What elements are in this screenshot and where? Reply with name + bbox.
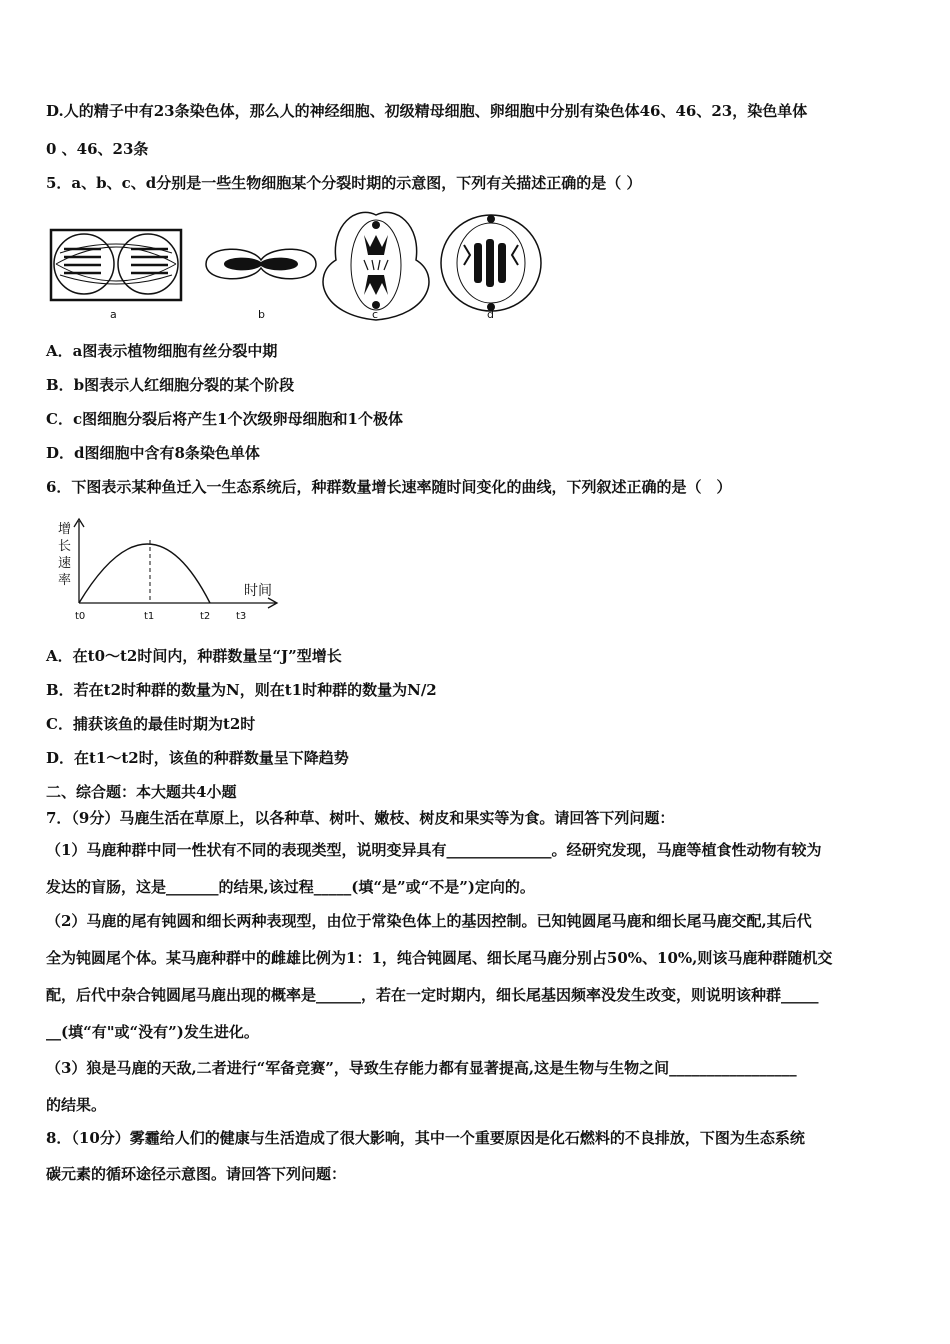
label-b: b xyxy=(258,308,265,321)
question-5-option-a: A．a图表示植物细胞有丝分裂中期 xyxy=(46,342,278,360)
cell-a-diagram xyxy=(51,230,181,300)
cell-b-diagram xyxy=(206,249,316,279)
question-6-option-b: B．若在t2时种群的数量为N，则在t1时种群的数量为N/2 xyxy=(46,681,437,699)
label-d: d xyxy=(487,308,494,321)
question-6-stem: 6．下图表示某种鱼迁入一生态系统后，种群数量增长速率随时间变化的曲线，下列叙述正确的是（ ） xyxy=(46,478,732,496)
label-c: c xyxy=(372,308,379,321)
question-5-option-c: C．c图细胞分裂后将产生1个次级卵母细胞和1个极体 xyxy=(46,410,403,428)
question-5-option-b: B．b图表示人红细胞分裂的某个阶段 xyxy=(46,376,295,394)
option-d-prev-cont: 0 、46、23条 xyxy=(46,140,149,158)
question-7-part-2: （2）马鹿的尾有钝圆和细长两种表现型，由位于常染色体上的基因控制。已知钝圆尾马鹿和细长尾马鹿交配,其后代 xyxy=(46,912,812,930)
cell-division-figure xyxy=(46,205,546,323)
question-6-option-a: A．在t0～t2时间内，种群数量呈“J”型增长 xyxy=(46,647,342,665)
question-7-part-1-cont: 发达的盲肠，这是_______的结果,该过程_____(填“是”或“不是”)定向的。 xyxy=(46,878,535,896)
tick-t2: t2 xyxy=(200,611,211,622)
ylabel-char-1: 增 xyxy=(58,522,72,537)
growth-rate-chart xyxy=(50,515,310,630)
cell-c-diagram xyxy=(323,212,429,320)
question-7-stem: 7．（9分）马鹿生活在草原上，以各种草、树叶、嫩枝、树皮和果实等为食。请回答下列问题： xyxy=(46,809,675,827)
option-d-prev: D.人的精子中有23条染色体，那么人的神经细胞、初级精母细胞、卵细胞中分别有染色体46、46、23，染色单体 xyxy=(46,102,808,120)
question-8-stem: 8．（10分）雾霾给人们的健康与生活造成了很大影响，其中一个重要原因是化石燃料的不良排放，下图为生态系统 xyxy=(46,1129,805,1147)
tick-t3: t3 xyxy=(236,611,247,622)
ylabel-char-4: 率 xyxy=(58,573,72,588)
tick-t1: t1 xyxy=(144,611,155,622)
question-6-option-d: D．在t1～t2时，该鱼的种群数量呈下降趋势 xyxy=(46,749,349,767)
tick-t0: t0 xyxy=(75,611,86,622)
question-5-stem: 5．a、b、c、d分别是一些生物细胞某个分裂时期的示意图，下列有关描述正确的是（ ） xyxy=(46,174,642,192)
growth-curve xyxy=(79,544,210,603)
ylabel-char-2: 长 xyxy=(58,539,72,554)
question-7-part-3-cont: 的结果。 xyxy=(46,1096,107,1114)
section-2-heading: 二、综合题：本大题共4小题 xyxy=(46,783,237,801)
cell-d-diagram xyxy=(441,215,541,311)
question-5-option-d: D．d图细胞中含有8条染色单体 xyxy=(46,444,260,462)
question-7-part-3: （3）狼是马鹿的天敌,二者进行“军备竞赛”，导致生存能力都有显著提高,这是生物与生物之间_________________ xyxy=(46,1059,797,1077)
ylabel-char-3: 速 xyxy=(58,556,72,571)
question-8-stem-cont: 碳元素的循环途径示意图。请回答下列问题： xyxy=(46,1165,347,1183)
question-7-part-1: （1）马鹿种群中同一性状有不同的表现类型，说明变异具有______________。经研究发现，马鹿等植食性动物有较为 xyxy=(46,841,822,859)
xlabel: 时间 xyxy=(244,583,272,599)
question-7-part-2-cont1: 全为钝圆尾个体。某马鹿种群中的雌雄比例为1：1，纯合钝圆尾、细长尾马鹿分别占50%、10%,则该马鹿种群随机交 xyxy=(46,949,833,967)
question-6-option-c: C．捕获该鱼的最佳时期为t2时 xyxy=(46,715,256,733)
question-7-part-2-cont2: 配，后代中杂合钝圆尾马鹿出现的概率是______，若在一定时期内，细长尾基因频率没发生改变，则说明该种群_____ xyxy=(46,986,819,1004)
label-a: a xyxy=(110,308,117,321)
question-7-part-2-cont3: __(填“有"或“没有”)发生进化。 xyxy=(46,1023,259,1041)
